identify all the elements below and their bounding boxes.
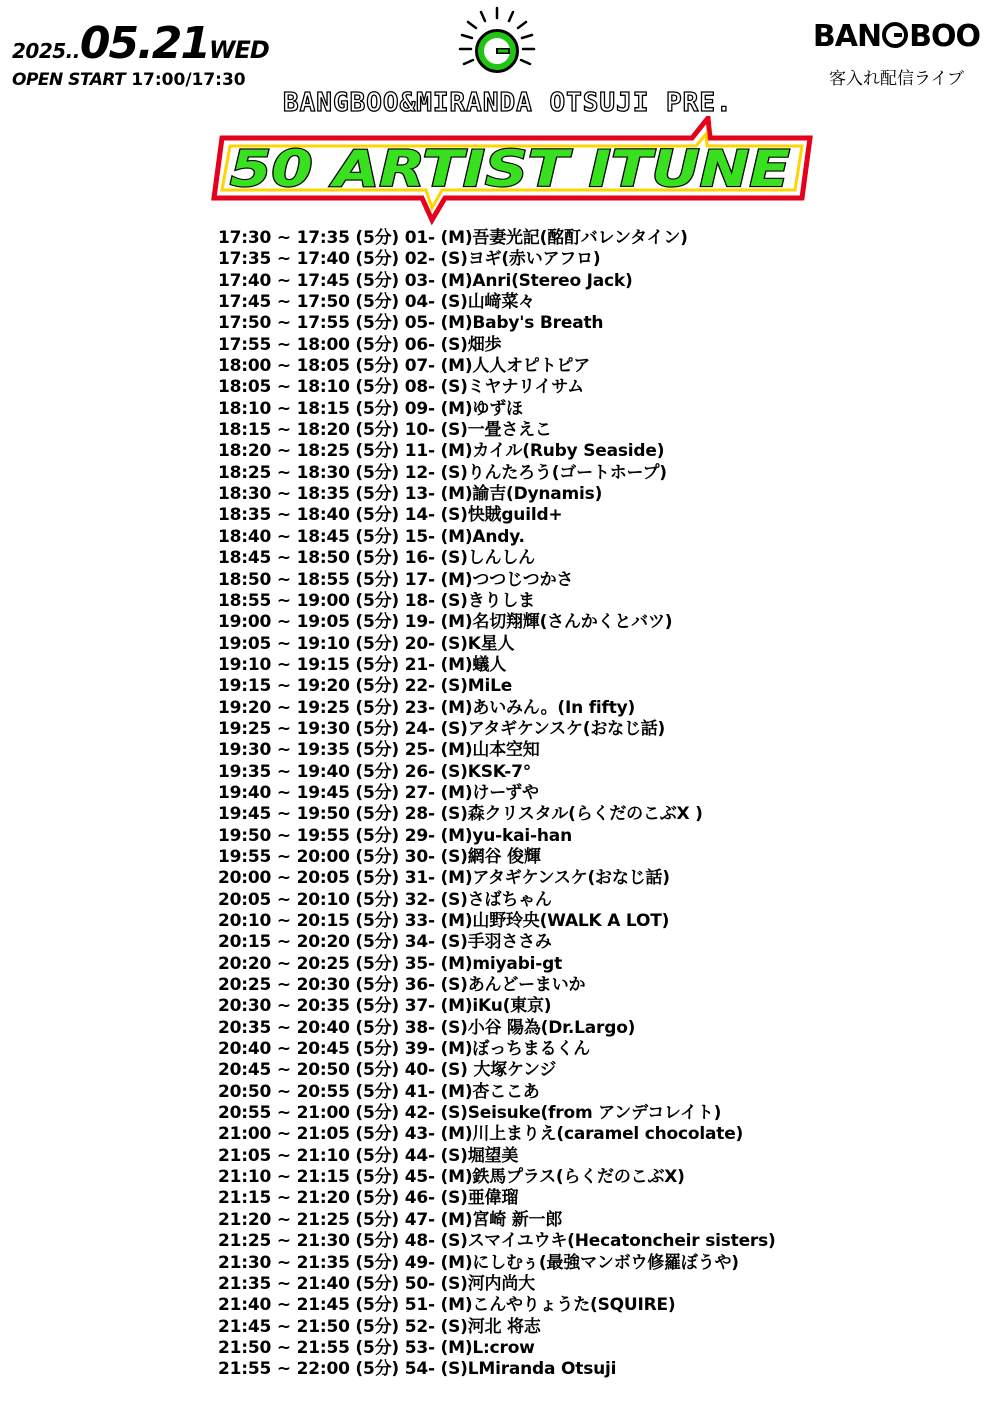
- schedule-row: 18:30 ~ 18:35 (5分) 13- (M)諭吉(Dynamis): [218, 484, 603, 505]
- open-start-label: OPEN START: [12, 70, 126, 90]
- schedule-row: 21:00 ~ 21:05 (5分) 43- (M)川上まりえ(caramel chocolate): [218, 1124, 744, 1145]
- schedule-row: 21:10 ~ 21:15 (5分) 45- (M)鉄馬プラス(らくだのこぶX): [218, 1167, 685, 1188]
- schedule-row: 18:50 ~ 18:55 (5分) 17- (M)つつじつかさ: [218, 569, 574, 590]
- brand-g-icon: [882, 22, 908, 48]
- schedule-row: 20:10 ~ 20:15 (5分) 33- (M)山野玲央(WALK A LOT): [218, 911, 670, 931]
- schedule-row: 21:50 ~ 21:55 (5分) 53- (M)L:crow: [218, 1337, 535, 1358]
- schedule-row: 21:40 ~ 21:45 (5分) 51- (M)こんやりょうた(SQUIRE): [218, 1295, 676, 1316]
- schedule-row: 20:40 ~ 20:45 (5分) 39- (M)ぼっちまるくん: [218, 1039, 590, 1060]
- schedule-row: 20:00 ~ 20:05 (5分) 31- (M)アタギケンスケ(おなじ話): [218, 868, 670, 889]
- schedule-row: 19:25 ~ 19:30 (5分) 24- (S)アタギケンスケ(おなじ話): [218, 718, 666, 739]
- schedule-row: 20:35 ~ 20:40 (5分) 38- (S)小谷 陽為(Dr.Largo): [218, 1017, 636, 1038]
- schedule-row: 18:15 ~ 18:20 (5分) 10- (S)一畳さえこ: [218, 420, 552, 441]
- schedule-row: 20:55 ~ 21:00 (5分) 42- (S)Seisuke(from アンデコレイト): [218, 1103, 722, 1124]
- schedule-row: 19:35 ~ 19:40 (5分) 26- (S)KSK-7°: [218, 761, 532, 782]
- g-burst-logo-icon: [447, 2, 547, 82]
- schedule-row: 20:05 ~ 20:10 (5分) 32- (S)さばちゃん: [218, 889, 552, 910]
- schedule-row: 21:35 ~ 21:40 (5分) 50- (S)河内尚大: [218, 1273, 535, 1294]
- event-weekday: WED: [209, 36, 269, 64]
- event-month-day: 05.21: [79, 18, 210, 69]
- schedule-row: 17:50 ~ 17:55 (5分) 05- (M)Baby's Breath: [218, 313, 604, 334]
- schedule-row: 18:05 ~ 18:10 (5分) 08- (S)ミヤナリイサム: [218, 377, 584, 398]
- schedule-row: 19:50 ~ 19:55 (5分) 29- (M)yu-kai-han: [218, 825, 572, 846]
- schedule-list: [218, 228, 776, 1381]
- event-title-logo: [210, 116, 820, 226]
- schedule-row: 19:00 ~ 19:05 (5分) 19- (M)名切翔輝(さんかくとバツ): [218, 612, 673, 633]
- schedule-row: 19:10 ~ 19:15 (5分) 21- (M)蟻人: [218, 654, 506, 675]
- schedule-row: 21:20 ~ 21:25 (5分) 47- (M)宮崎 新一郎: [218, 1209, 563, 1230]
- brand-subtitle: 客入れ配信ライブ: [828, 69, 964, 89]
- schedule-row: 18:45 ~ 18:50 (5分) 16- (S)しんしん: [218, 548, 535, 569]
- schedule-row: 18:40 ~ 18:45 (5分) 15- (M)Andy.: [218, 526, 525, 547]
- schedule-row: 18:55 ~ 19:00 (5分) 18- (S)きりしま: [218, 590, 535, 611]
- schedule-row: 21:45 ~ 21:50 (5分) 52- (S)河北 将志: [218, 1316, 541, 1337]
- open-start-value: 17:00/17:30: [131, 70, 246, 90]
- schedule-row: 18:20 ~ 18:25 (5分) 11- (M)カイル(Ruby Seaside): [218, 441, 665, 462]
- schedule-row: 17:45 ~ 17:50 (5分) 04- (S)山﨑菜々: [218, 292, 535, 313]
- schedule-row: 20:25 ~ 20:30 (5分) 36- (S)あんどーまいか: [218, 975, 586, 996]
- schedule-row: 20:20 ~ 20:25 (5分) 35- (M)miyabi-gt: [218, 953, 563, 974]
- schedule-row: 20:15 ~ 20:20 (5分) 34- (S)手羽ささみ: [218, 932, 552, 953]
- event-title: 50 ARTIST ITUNE: [230, 140, 790, 198]
- schedule-row: 19:45 ~ 19:50 (5分) 28- (S)森クリスタル(らくだのこぶX ): [218, 804, 703, 825]
- schedule-row: 21:15 ~ 21:20 (5分) 46- (S)亜偉瑠: [218, 1188, 519, 1209]
- schedule-row: 19:40 ~ 19:45 (5分) 27- (M)けーずや: [218, 782, 539, 803]
- schedule-row: 20:45 ~ 20:50 (5分) 40- (S) 大塚ケンジ: [218, 1060, 557, 1081]
- schedule-row: 20:30 ~ 20:35 (5分) 37- (M)iKu(東京): [218, 996, 552, 1017]
- schedule-row: 19:20 ~ 19:25 (5分) 23- (M)あいみん。(In fifty): [218, 697, 636, 718]
- presenter-line: BANGBOO&MIRANDA OTSUJI PRE.: [283, 88, 733, 118]
- schedule-row: 19:15 ~ 19:20 (5分) 22- (S)MiLe: [218, 676, 513, 697]
- schedule-row: 17:30 ~ 17:35 (5分) 01- (M)吾妻光記(酩酊バレンタイン): [218, 228, 688, 248]
- schedule-row: 21:05 ~ 21:10 (5分) 44- (S)堀望美: [218, 1145, 519, 1166]
- schedule-row: 17:40 ~ 17:45 (5分) 03- (M)Anri(Stereo Jack): [218, 270, 633, 291]
- schedule-row: 17:35 ~ 17:40 (5分) 02- (S)ヨギ(赤いアフロ): [218, 249, 601, 270]
- schedule-row: 19:55 ~ 20:00 (5分) 30- (S)網谷 俊輝: [218, 846, 541, 867]
- brand-logo-text: [813, 20, 980, 52]
- schedule-row: 18:25 ~ 18:30 (5分) 12- (S)りんたろう(ゴートホープ): [218, 462, 667, 483]
- schedule-row: 18:35 ~ 18:40 (5分) 14- (S)快賊guild+: [218, 505, 563, 526]
- schedule-row: 18:10 ~ 18:15 (5分) 09- (M)ゆずほ: [218, 398, 523, 419]
- schedule-row: 17:55 ~ 18:00 (5分) 06- (S)畑歩: [218, 334, 502, 355]
- event-date: [12, 18, 269, 69]
- brand-name-left: BAN: [812, 19, 882, 54]
- schedule-row: 21:55 ~ 22:00 (5分) 54- (S)LMiranda Otsuji: [218, 1359, 617, 1380]
- schedule-row: 19:05 ~ 19:10 (5分) 20- (S)K星人: [218, 633, 515, 654]
- event-date-block: [12, 18, 269, 90]
- schedule-row: 19:30 ~ 19:35 (5分) 25- (M)山本空知: [218, 740, 540, 761]
- open-start-times: [12, 70, 269, 90]
- event-year: 2025..: [12, 39, 80, 63]
- schedule-row: 20:50 ~ 20:55 (5分) 41- (M)杏ここあ: [218, 1081, 540, 1102]
- schedule-row: 21:30 ~ 21:35 (5分) 49- (M)にしむぅ(最強マンボウ修羅ぼうや): [218, 1252, 739, 1273]
- schedule-row: 21:25 ~ 21:30 (5分) 48- (S)スマイユウキ(Hecatoncheir sisters): [218, 1231, 776, 1252]
- brand-block: [813, 20, 980, 89]
- brand-name-right: BOO: [909, 19, 980, 54]
- schedule-row: 18:00 ~ 18:05 (5分) 07- (M)人人オピトピア: [218, 356, 590, 377]
